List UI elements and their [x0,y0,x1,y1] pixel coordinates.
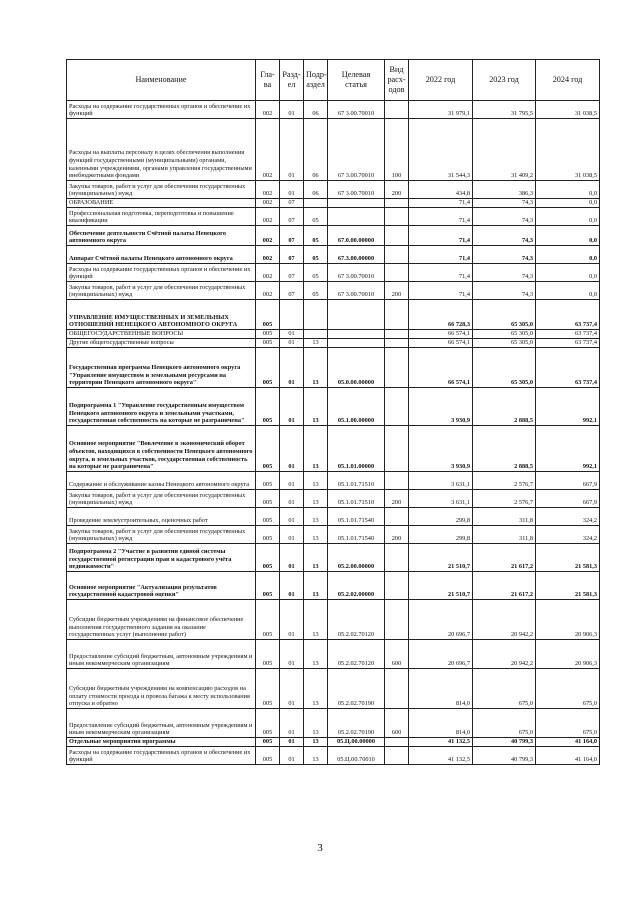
cell-podrazdel: 13 [304,747,328,765]
cell-2023: 2 576,7 [473,490,536,508]
cell-2023: 74,3 [473,246,536,264]
cell-razdel: 01 [280,330,304,339]
cell-razdel: 01 [280,600,304,640]
cell-glava: 005 [256,709,280,738]
cell-2024: 324,2 [536,526,600,544]
cell-name: Закупка товаров, работ и услуг для обеспечения государственных (муниципальных) нужд [67,282,256,300]
cell-target-article: 67.0.00.00000 [328,226,385,246]
cell-target-article: 05.1.01.71540 [328,508,385,526]
cell-razdel: 01 [280,472,304,490]
table-row [67,572,600,600]
cell-2024: 63 737,4 [536,348,600,388]
cell-expense-type [385,339,409,348]
cell-glava: 005 [256,490,280,508]
cell-podrazdel: 05 [304,264,328,282]
cell-name: Закупка товаров, работ и услуг для обеспечения государственных (муниципальных) нужд [67,181,256,199]
col-name-header: Наименование [67,60,256,101]
cell-2024: 41 164,0 [536,738,600,747]
cell-podrazdel: 13 [304,709,328,738]
cell-name: Расходы на содержание государственных органов и обеспечение их функций [67,747,256,765]
cell-glava: 002 [256,208,280,226]
cell-2023: 2 888,5 [473,388,536,426]
cell-2024: 0,0 [536,208,600,226]
cell-name: Проведение землеустроительных, оценочных работ [67,508,256,526]
cell-podrazdel: 06 [304,181,328,199]
cell-2024: 0,0 [536,282,600,300]
cell-name: Предоставление субсидий бюджетным, автономным учреждениям и иным некоммерческим организациям [67,640,256,669]
cell-2024: 31 038,5 [536,119,600,181]
col-2022-header: 2022 год [409,60,473,101]
cell-expense-type [385,472,409,490]
cell-2022: 66 574,1 [409,330,473,339]
budget-table [66,59,600,765]
cell-2023: 31 409,2 [473,119,536,181]
cell-glava: 005 [256,669,280,709]
cell-name: Закупка товаров, работ и услуг для обеспечения государственных (муниципальных) нужд [67,490,256,508]
cell-podrazdel: 13 [304,472,328,490]
cell-expense-type [385,508,409,526]
cell-expense-type [385,348,409,388]
cell-name: Расходы на содержание государственных органов и обеспечение их функций [67,101,256,119]
cell-glava: 005 [256,388,280,426]
cell-glava: 002 [256,119,280,181]
cell-name: Отдельные мероприятия программы [67,738,256,747]
table-row [67,101,600,119]
cell-podrazdel [304,330,328,339]
cell-expense-type [385,330,409,339]
cell-target-article [328,330,385,339]
cell-name: ОБЩЕГОСУДАРСТВЕННЫЕ ВОПРОСЫ [67,330,256,339]
table-row [67,208,600,226]
cell-name: Субсидии бюджетным учреждениям на финансовое обеспечение выполнения государственного задания на оказание государственных услуг (выполнение работ) [67,600,256,640]
cell-2022: 299,8 [409,508,473,526]
cell-target-article: 05.2.02.70190 [328,709,385,738]
cell-name: Профессиональная подготовка, переподготовка и повышение квалификации [67,208,256,226]
cell-target-article: 05.1.01.71510 [328,472,385,490]
cell-2024: 20 906,3 [536,600,600,640]
cell-2022: 71,4 [409,246,473,264]
col-2023-header: 2023 год [473,60,536,101]
col-vid-header: Вид расходов [385,60,409,101]
cell-2024: 667,9 [536,490,600,508]
cell-target-article: 67 3.00.70010 [328,101,385,119]
cell-expense-type [385,747,409,765]
cell-2024: 20 906,3 [536,640,600,669]
cell-podrazdel: 13 [304,388,328,426]
cell-expense-type [385,572,409,600]
cell-2024: 63 737,4 [536,300,600,330]
table-row [67,282,600,300]
cell-expense-type [385,600,409,640]
cell-razdel: 01 [280,101,304,119]
cell-glava: 002 [256,226,280,246]
cell-glava: 002 [256,101,280,119]
cell-2022: 66 574,1 [409,348,473,388]
cell-target-article: 05.1.00.00000 [328,388,385,426]
cell-2022: 71,4 [409,208,473,226]
cell-target-article: 05.2.02.70120 [328,640,385,669]
cell-glava: 002 [256,246,280,264]
col-2024-header: 2024 год [536,60,600,101]
cell-name: Подпрограмма 2 "Участие в развитии единой системы государственной регистрации прав и кадастрового учёта недвижимости" [67,544,256,572]
table-row [67,640,600,669]
cell-razdel: 01 [280,738,304,747]
cell-name: ОБРАЗОВАНИЕ [67,199,256,208]
cell-2023: 65 305,0 [473,348,536,388]
cell-2022: 3 631,1 [409,490,473,508]
cell-razdel: 01 [280,119,304,181]
cell-2023: 21 617,2 [473,572,536,600]
table-row [67,738,600,747]
cell-2022: 434,8 [409,181,473,199]
table-row [67,300,600,330]
cell-2022: 41 132,5 [409,747,473,765]
cell-target-article: 05.Ц.00.70010 [328,747,385,765]
cell-razdel: 07 [280,226,304,246]
cell-target-article: 67 3.00.70010 [328,119,385,181]
col-stat-header: Целевая статья [328,60,385,101]
cell-target-article: 05.Ц.00.00000 [328,738,385,747]
cell-2024: 667,9 [536,472,600,490]
cell-expense-type: 200 [385,526,409,544]
cell-2023: 74,3 [473,208,536,226]
cell-target-article [328,199,385,208]
table-row [67,600,600,640]
cell-2024: 992,1 [536,426,600,472]
table-row [67,709,600,738]
cell-razdel: 01 [280,348,304,388]
cell-glava: 005 [256,738,280,747]
cell-razdel: 01 [280,572,304,600]
cell-2024: 0,0 [536,199,600,208]
cell-2022: 21 510,7 [409,572,473,600]
col-razdel-header: Раздел [280,60,304,101]
cell-razdel: 01 [280,669,304,709]
cell-2024: 675,0 [536,709,600,738]
cell-podrazdel: 13 [304,600,328,640]
cell-podrazdel: 05 [304,208,328,226]
col-podrazdel-header: Подраздел [304,60,328,101]
table-row [67,348,600,388]
table-row [67,747,600,765]
cell-expense-type [385,426,409,472]
table-row [67,388,600,426]
cell-2022: 299,8 [409,526,473,544]
cell-podrazdel [304,300,328,330]
cell-2024: 63 737,4 [536,330,600,339]
table-row [67,119,600,181]
cell-podrazdel: 13 [304,348,328,388]
cell-2022: 3 930,9 [409,388,473,426]
table-row [67,472,600,490]
cell-razdel: 01 [280,709,304,738]
cell-2023: 65 305,0 [473,300,536,330]
cell-razdel: 01 [280,181,304,199]
cell-2023: 21 617,2 [473,544,536,572]
cell-glava: 005 [256,747,280,765]
cell-2023: 74,3 [473,264,536,282]
cell-name: Подпрограмма 1 "Управление государственным имуществом Ненецкого автономного округа и земельными участками, государственная собственность на которые не разграничена" [67,388,256,426]
cell-expense-type [385,199,409,208]
cell-target-article: 05.2.02.70190 [328,669,385,709]
cell-glava: 005 [256,526,280,544]
cell-2024: 41 164,0 [536,747,600,765]
cell-expense-type [385,208,409,226]
cell-glava: 005 [256,348,280,388]
cell-2023: 386,3 [473,181,536,199]
cell-target-article [328,208,385,226]
cell-2022: 3 930,9 [409,426,473,472]
col-glava-header: Глава [256,60,280,101]
cell-name: Обеспечение деятельности Счётной палаты Ненецкого автономного округа [67,226,256,246]
cell-2023: 65 305,0 [473,339,536,348]
cell-2022: 21 510,7 [409,544,473,572]
cell-target-article: 67 3.00.70010 [328,282,385,300]
cell-2022: 71,4 [409,282,473,300]
table-header [67,60,600,101]
cell-target-article: 05.2.02.00000 [328,572,385,600]
cell-razdel: 01 [280,544,304,572]
cell-name: Содержание и обслуживание казны Ненецкого автономного округа [67,472,256,490]
cell-target-article [328,300,385,330]
cell-name: Другие общегосударственные вопросы [67,339,256,348]
cell-2024: 21 581,3 [536,572,600,600]
cell-2022: 31 544,3 [409,119,473,181]
cell-2024: 63 737,4 [536,339,600,348]
cell-2022: 814,0 [409,669,473,709]
cell-razdel: 07 [280,199,304,208]
cell-2023: 65 305,0 [473,330,536,339]
cell-razdel: 01 [280,490,304,508]
cell-podrazdel: 05 [304,282,328,300]
cell-name: Государственная программа Ненецкого автономного округа "Управление имуществом и земельными ресурсами на территории Ненецкого автономного округа" [67,348,256,388]
cell-target-article: 05.2.00.00000 [328,544,385,572]
cell-2022: 71,4 [409,264,473,282]
cell-2022: 31 979,1 [409,101,473,119]
cell-glava: 005 [256,330,280,339]
cell-expense-type [385,246,409,264]
cell-podrazdel: 13 [304,339,328,348]
cell-name: Предоставление субсидий бюджетным, автономным учреждениям и иным некоммерческим организациям [67,709,256,738]
cell-glava: 005 [256,544,280,572]
cell-podrazdel: 13 [304,738,328,747]
cell-expense-type [385,738,409,747]
cell-2023: 40 799,3 [473,738,536,747]
cell-2023: 311,8 [473,508,536,526]
table-row [67,508,600,526]
cell-glava: 005 [256,640,280,669]
cell-2023: 311,8 [473,526,536,544]
cell-razdel: 01 [280,747,304,765]
cell-podrazdel: 13 [304,572,328,600]
cell-expense-type [385,300,409,330]
cell-2024: 0,0 [536,264,600,282]
cell-2024: 992,1 [536,388,600,426]
cell-glava: 005 [256,572,280,600]
cell-expense-type [385,544,409,572]
cell-glava: 005 [256,472,280,490]
cell-razdel [280,300,304,330]
cell-name: Аппарат Счётной палаты Ненецкого автономного округа [67,246,256,264]
cell-2022: 66 728,3 [409,300,473,330]
cell-target-article [328,339,385,348]
cell-razdel: 01 [280,339,304,348]
cell-name: Закупка товаров, работ и услуг для обеспечения государственных (муниципальных) нужд [67,526,256,544]
cell-expense-type [385,101,409,119]
cell-name: УПРАВЛЕНИЕ ИМУЩЕСТВЕННЫХ И ЗЕМЕЛЬНЫХ ОТНОШЕНИЙ НЕНЕЦКОГО АВТОНОМНОГО ОКРУГА [67,300,256,330]
cell-podrazdel: 13 [304,526,328,544]
cell-2022: 20 696,7 [409,600,473,640]
cell-podrazdel: 13 [304,508,328,526]
cell-glava: 005 [256,600,280,640]
cell-name: Основное мероприятие "Вовлечение в экономический оборот объектов, находящихся в собственности Ненецкого автономного округа, и земельных участков, государственная собственность на которые не разграничена" [67,426,256,472]
table-row [67,264,600,282]
cell-2024: 675,0 [536,669,600,709]
cell-expense-type: 600 [385,640,409,669]
cell-2024: 0,0 [536,181,600,199]
cell-2023: 2 888,5 [473,426,536,472]
table-row [67,544,600,572]
cell-2024: 0,0 [536,226,600,246]
cell-expense-type: 200 [385,490,409,508]
cell-name: Расходы на выплаты персоналу в целях обеспечения выполнения функций государственными (муниципальными) органами, казенными учреждениями, органами управления государственными внебюджетными фондами [67,119,256,181]
cell-expense-type [385,388,409,426]
cell-razdel: 01 [280,508,304,526]
cell-2022: 66 574,1 [409,339,473,348]
cell-expense-type: 200 [385,181,409,199]
cell-target-article: 05.1.01.00000 [328,426,385,472]
cell-glava: 005 [256,426,280,472]
cell-razdel: 01 [280,640,304,669]
table-row [67,526,600,544]
cell-2023: 74,3 [473,199,536,208]
table-row [67,426,600,472]
cell-expense-type [385,669,409,709]
cell-glava: 002 [256,264,280,282]
cell-razdel: 07 [280,264,304,282]
table-row [67,330,600,339]
cell-expense-type [385,226,409,246]
cell-2023: 20 942,2 [473,600,536,640]
cell-razdel: 01 [280,426,304,472]
cell-razdel: 01 [280,526,304,544]
cell-podrazdel: 13 [304,640,328,669]
cell-expense-type: 200 [385,282,409,300]
cell-2022: 20 696,7 [409,640,473,669]
cell-2023: 31 795,5 [473,101,536,119]
cell-podrazdel: 13 [304,490,328,508]
cell-name: Расходы на содержание государственных органов и обеспечение их функций [67,264,256,282]
cell-2023: 675,0 [473,709,536,738]
cell-target-article: 67 3.00.70010 [328,264,385,282]
cell-razdel: 07 [280,208,304,226]
cell-2022: 41 132,5 [409,738,473,747]
cell-razdel: 01 [280,388,304,426]
cell-expense-type [385,264,409,282]
cell-glava: 005 [256,508,280,526]
cell-target-article: 05.2.02.70120 [328,600,385,640]
table-row [67,246,600,264]
table-row [67,669,600,709]
table-row [67,181,600,199]
table-row [67,199,600,208]
cell-2023: 74,3 [473,282,536,300]
cell-2022: 814,0 [409,709,473,738]
cell-podrazdel: 05 [304,226,328,246]
table-row [67,226,600,246]
cell-podrazdel: 13 [304,669,328,709]
cell-name: Субсидии бюджетным учреждениям на компенсацию расходов на оплату стоимости проезда и провоза багажа к месту использования отпуска и обратно [67,669,256,709]
cell-2024: 0,0 [536,246,600,264]
cell-2023: 20 942,2 [473,640,536,669]
cell-glava: 005 [256,339,280,348]
cell-glava: 005 [256,300,280,330]
cell-podrazdel: 13 [304,426,328,472]
cell-target-article: 05.1.01.71510 [328,490,385,508]
cell-2023: 40 799,3 [473,747,536,765]
cell-target-article: 05.0.00.00000 [328,348,385,388]
cell-2022: 71,4 [409,226,473,246]
cell-podrazdel: 05 [304,246,328,264]
cell-glava: 002 [256,199,280,208]
cell-2022: 3 631,1 [409,472,473,490]
cell-podrazdel [304,199,328,208]
cell-target-article: 05.1.01.71540 [328,526,385,544]
cell-target-article: 67 3.00.70010 [328,181,385,199]
cell-2023: 675,0 [473,669,536,709]
cell-glava: 002 [256,282,280,300]
cell-2024: 21 581,3 [536,544,600,572]
cell-glava: 002 [256,181,280,199]
cell-2024: 31 038,5 [536,101,600,119]
cell-expense-type: 600 [385,709,409,738]
cell-2024: 324,2 [536,508,600,526]
cell-name: Основное мероприятие "Актуализация результатов государственной кадастровой оценки" [67,572,256,600]
cell-podrazdel: 13 [304,544,328,572]
cell-razdel: 07 [280,282,304,300]
cell-razdel: 07 [280,246,304,264]
cell-podrazdel: 06 [304,119,328,181]
cell-target-article: 67.3.00.00000 [328,246,385,264]
cell-2023: 2 576,7 [473,472,536,490]
cell-podrazdel: 06 [304,101,328,119]
table-row [67,339,600,348]
table-row [67,490,600,508]
cell-expense-type: 100 [385,119,409,181]
page-number: 3 [317,842,323,854]
cell-2022: 71,4 [409,199,473,208]
cell-2023: 74,3 [473,226,536,246]
